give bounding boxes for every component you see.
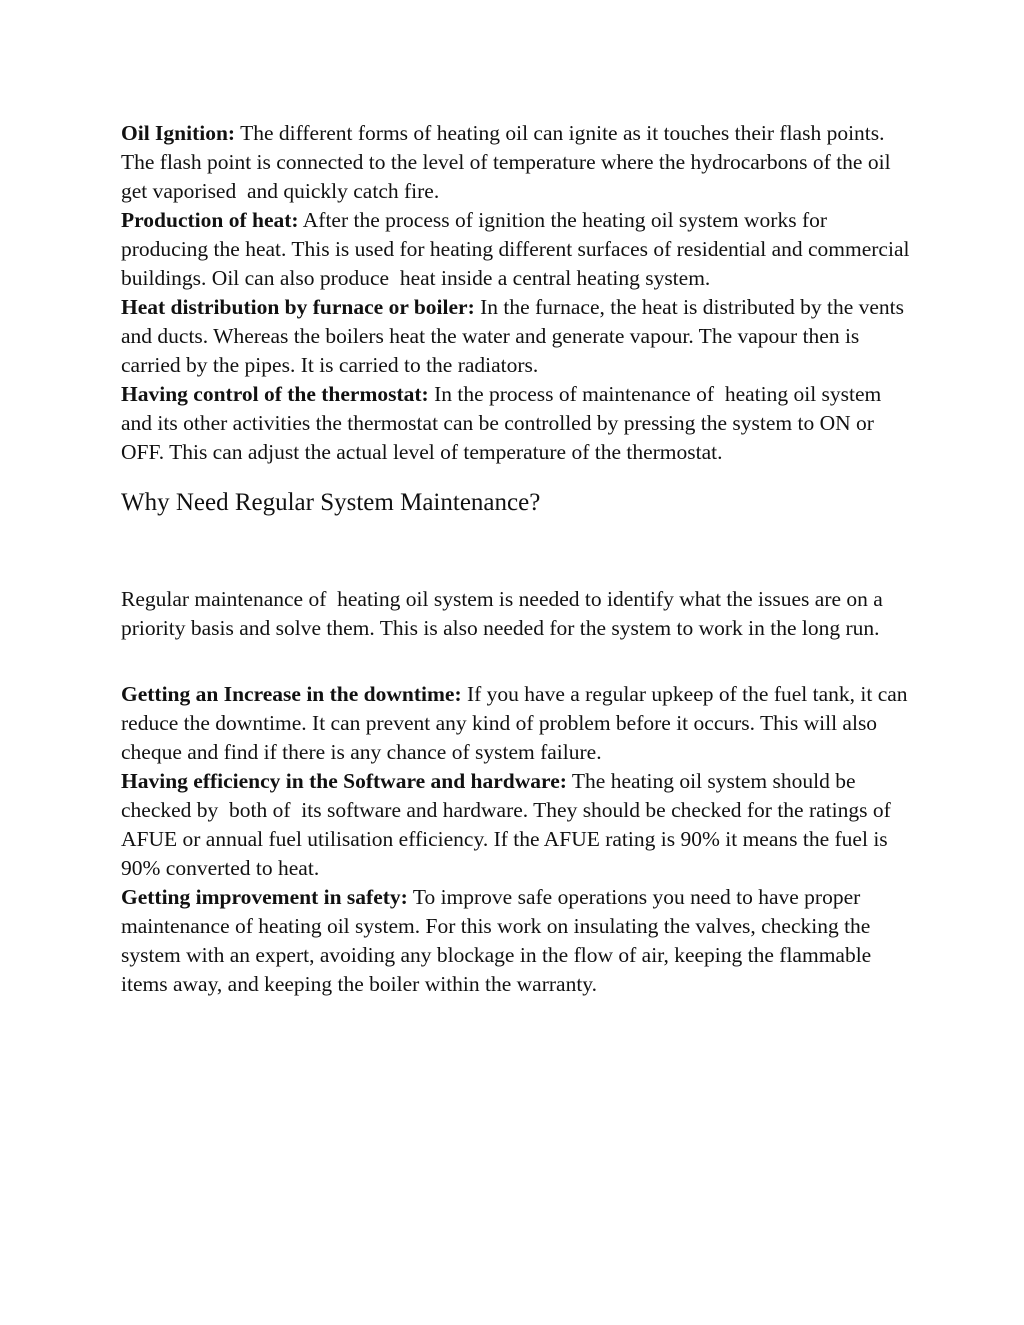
term-production-of-heat: Production of heat: <box>121 208 299 232</box>
paragraph-safety <box>121 883 911 999</box>
text-thermostat-control: In the process of maintenance of heating oil system and its other activities the thermostat can be controlled by pressing the system to ON or OFF. This can adjust the actual level of temperature of the thermostat. <box>121 382 887 464</box>
spacer <box>121 643 911 680</box>
text-heat-distribution: In the furnace, the heat is distributed by the vents and ducts. Whereas the boilers heat the water and generate vapour. The vapour then is carried by the pipes. It is carried to the radiators. <box>121 295 910 377</box>
paragraph-efficiency <box>121 767 911 883</box>
term-oil-ignition: Oil Ignition: <box>121 121 236 145</box>
term-thermostat-control: Having control of the thermostat: <box>121 382 429 406</box>
paragraph-heat-distribution <box>121 293 911 380</box>
spacer <box>121 518 911 585</box>
term-safety: Getting improvement in safety: <box>121 885 408 909</box>
paragraph-thermostat-control <box>121 380 911 467</box>
paragraph-downtime <box>121 680 911 767</box>
paragraph-oil-ignition <box>121 119 911 206</box>
term-heat-distribution: Heat distribution by furnace or boiler: <box>121 295 475 319</box>
spacer <box>121 467 911 488</box>
text-safety: To improve safe operations you need to have proper maintenance of heating oil system. For this work on insulating the valves, checking the system with an expert, avoiding any blockage in the flow of air, keeping the flammable items away, and keeping the boiler within the warranty. <box>121 885 877 996</box>
text-oil-ignition: The different forms of heating oil can ignite as it touches their flash points. The flash point is connected to the level of temperature where the hydrocarbons of the oil get vaporised and quickly catch fire. <box>121 121 896 203</box>
intro-paragraph: Regular maintenance of heating oil system is needed to identify what the issues are on a priority basis and solve them. This is also needed for the system to work in the long run. <box>121 587 889 640</box>
term-efficiency: Having efficiency in the Software and hardware: <box>121 769 567 793</box>
document-page <box>121 119 915 999</box>
paragraph-production-of-heat <box>121 206 915 293</box>
section-heading: Why Need Regular System Maintenance? <box>121 489 541 516</box>
term-downtime: Getting an Increase in the downtime: <box>121 682 462 706</box>
text-downtime: If you have a regular upkeep of the fuel tank, it can reduce the downtime. It can prevent any kind of problem before it occurs. This will also cheque and find if there is any chance of system failure. <box>121 682 913 764</box>
text-production-of-heat: After the process of ignition the heating oil system works for producing the heat. This is used for heating different surfaces of residential and commercial buildings. Oil can also produce heat inside a central heating system. <box>121 208 915 290</box>
text-efficiency: The heating oil system should be checked by both of its software and hardware. They should be checked for the ratings of AFUE or annual fuel utilisation efficiency. If the AFUE rating is 90% it means the fuel is 90% converted to heat. <box>121 769 895 880</box>
